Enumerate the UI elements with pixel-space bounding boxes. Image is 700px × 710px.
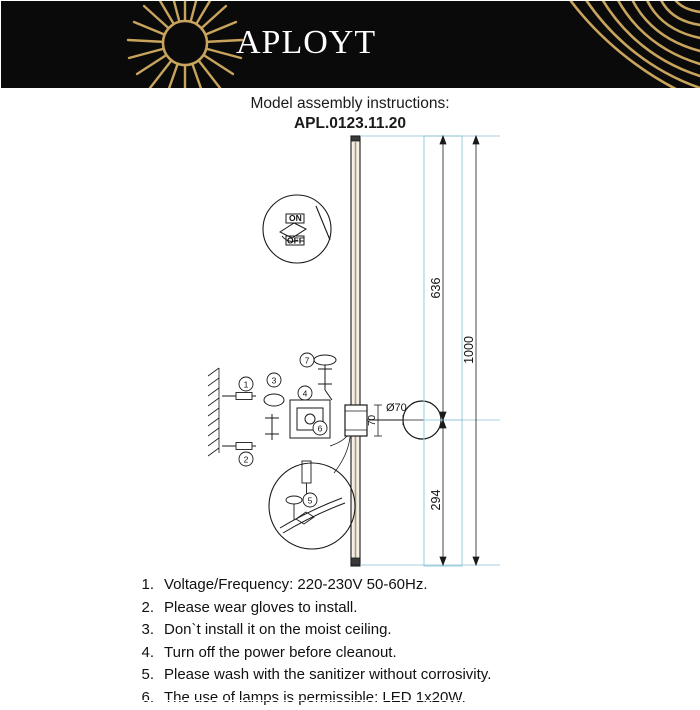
hatched-wall-icon xyxy=(208,368,219,456)
drawing-canvas xyxy=(0,128,700,568)
screw-icon xyxy=(222,393,256,450)
note-number: 4. xyxy=(141,643,154,661)
callout-1 xyxy=(239,377,253,391)
dimension-label-636: 636 xyxy=(429,277,443,299)
page-title: Model assembly instructions: xyxy=(250,95,450,112)
switch-on-off-icon xyxy=(263,195,331,263)
svg-text:6: 6 xyxy=(317,423,323,434)
assembly-drawing xyxy=(0,128,700,568)
note-text: Voltage/Frequency: 220-230V 50-60Hz. xyxy=(164,576,428,593)
note-number: 1. xyxy=(141,576,154,593)
note-text: Please wash with the sanitizer without corrosivity. xyxy=(164,666,492,683)
svg-text:4: 4 xyxy=(302,388,308,399)
switch-on-label: ON xyxy=(289,213,302,223)
list-item xyxy=(128,598,688,619)
callout-5 xyxy=(303,493,317,507)
brand-name: APLOYT xyxy=(236,24,377,61)
note-text: The use of lamps is permissible: LED 1x20W. xyxy=(164,688,466,706)
model-number: APL.0123.11.20 xyxy=(293,115,407,132)
list-item xyxy=(128,665,688,686)
svg-text:2: 2 xyxy=(243,454,249,465)
note-text: Turn off the power before cleanout. xyxy=(164,643,397,661)
callout-7 xyxy=(300,353,314,367)
dimension-label-1000: 1000 xyxy=(462,336,476,364)
note-number: 3. xyxy=(141,621,154,638)
svg-text:7: 7 xyxy=(304,355,310,366)
callout-3 xyxy=(267,373,281,387)
switch-off-label: OFF xyxy=(287,235,304,246)
note-text: Please wear gloves to install. xyxy=(164,598,358,616)
instruction-notes xyxy=(128,575,688,710)
mounting-bracket-icon xyxy=(345,405,367,436)
note-number: 2. xyxy=(141,598,154,616)
list-item xyxy=(128,620,688,641)
screwdriver-icon xyxy=(314,355,336,400)
callout-4 xyxy=(298,386,312,400)
list-item xyxy=(128,688,688,709)
list-item xyxy=(128,643,688,664)
sunburst-rays-icon xyxy=(120,0,250,88)
dimension-label-294: 294 xyxy=(429,489,443,511)
callout-6 xyxy=(313,421,327,435)
header-banner xyxy=(0,0,700,88)
svg-text:3: 3 xyxy=(271,375,277,386)
note-text: Don`t install it on the moist ceiling. xyxy=(164,621,392,638)
svg-text:5: 5 xyxy=(307,495,313,506)
linear-lamp-body-icon xyxy=(351,136,360,566)
fan-rays-icon xyxy=(400,0,700,88)
svg-text:1: 1 xyxy=(243,379,249,390)
note-number: 5. xyxy=(141,666,154,683)
dimension-label-d70: Ø70 xyxy=(386,402,407,414)
list-item xyxy=(128,575,688,596)
note-number: 6. xyxy=(141,688,154,706)
callout-2 xyxy=(239,452,253,466)
dimension-label-70: 70 xyxy=(367,414,378,426)
